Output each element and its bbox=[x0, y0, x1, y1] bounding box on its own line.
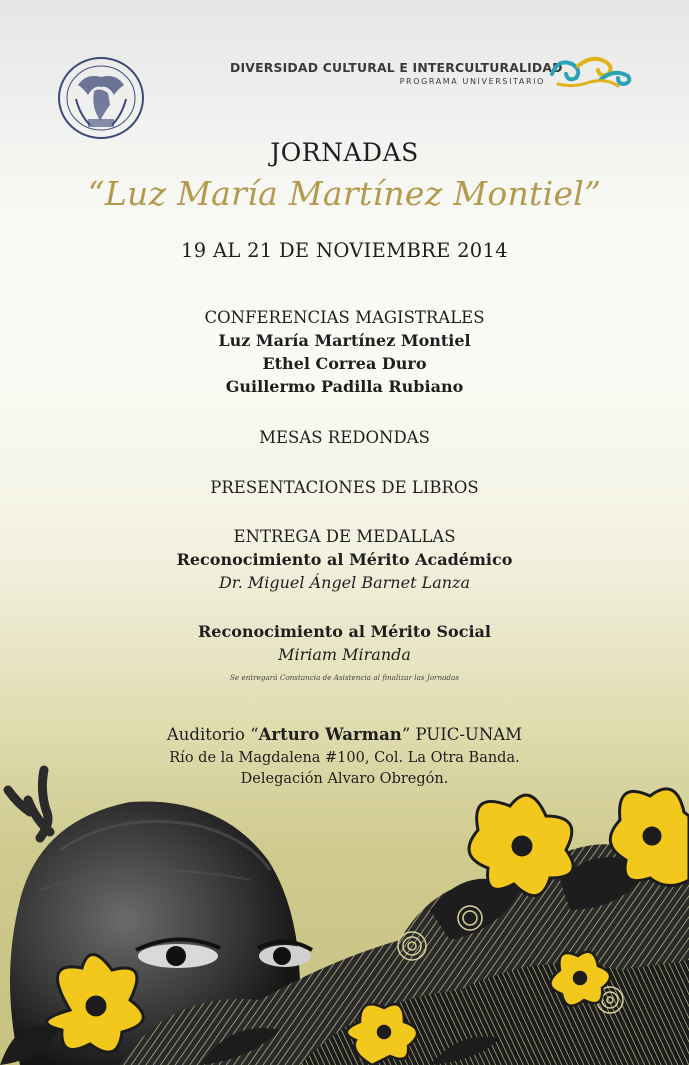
venue-name: Arturo Warman bbox=[258, 725, 402, 744]
round-tables-heading: MESAS REDONDAS bbox=[259, 428, 430, 447]
speaker-3: Guillermo Padilla Rubiano bbox=[225, 377, 464, 396]
conferences-section bbox=[0, 306, 689, 398]
venue-delegation: Delegación Alvaro Obregón. bbox=[240, 771, 449, 787]
program-name: DIVERSIDAD CULTURAL E INTERCULTURALIDAD bbox=[230, 60, 563, 75]
speaker-1: Luz María Martínez Montiel bbox=[218, 331, 471, 350]
wave-program-logo bbox=[548, 52, 634, 92]
social-award: Reconocimiento al Mérito Social bbox=[197, 622, 491, 641]
program-subtitle: PROGRAMA UNIVERSITARIO bbox=[399, 77, 545, 86]
book-presentations-heading: PRESENTACIONES DE LIBROS bbox=[210, 478, 479, 497]
attendance-note: Se entregará Constancia de Asistencia al finalizar las Jornadas bbox=[230, 673, 459, 682]
conferences-heading: CONFERENCIAS MAGISTRALES bbox=[204, 308, 485, 327]
medals-section bbox=[0, 525, 689, 594]
venue-address: Río de la Magdalena #100, Col. La Otra Banda. bbox=[169, 750, 520, 766]
academic-recipient: Dr. Miguel Ángel Barnet Lanza bbox=[218, 573, 471, 592]
unam-seal-logo bbox=[56, 55, 146, 141]
illustration-girl-flowers bbox=[0, 760, 689, 1065]
braids bbox=[8, 770, 50, 838]
speaker-2: Ethel Correa Duro bbox=[262, 354, 427, 373]
social-recipient: Miriam Miranda bbox=[278, 645, 411, 664]
event-date: 19 AL 21 DE NOVIEMBRE 2014 bbox=[181, 239, 508, 262]
venue-suffix: ” PUIC-UNAM bbox=[401, 725, 523, 744]
academic-award: Reconocimiento al Mérito Académico bbox=[176, 550, 513, 569]
medals-heading: ENTREGA DE MEDALLAS bbox=[233, 527, 456, 546]
venue-line bbox=[0, 725, 689, 744]
social-award-section bbox=[0, 620, 689, 666]
program-header bbox=[230, 60, 563, 88]
event-title: JORNADAS bbox=[270, 138, 419, 167]
venue-prefix: Auditorio “ bbox=[166, 725, 259, 744]
event-subtitle: “Luz María Martínez Montiel” bbox=[87, 174, 602, 213]
